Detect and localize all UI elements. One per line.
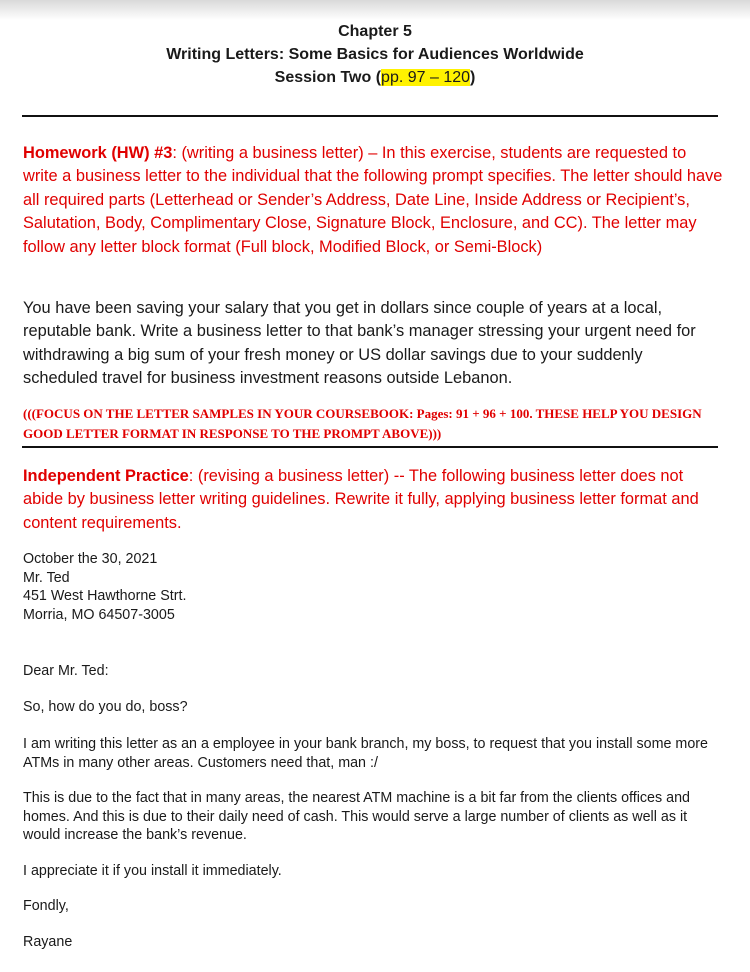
homework-text: : (writing a business letter) – In this exercise, students are requested to write a business letter to the individual that the following prompt specifies. The letter should have all required parts (Letterhead or Sender’s Address, Date Line, Inside Address or Recipient’s, Salutation, Body, Complimentary Close, Signature Block, Enclosure, and CC). The letter may follow any letter block format (Full block, Modified Block, or Semi-Block) — [23, 144, 723, 256]
letter-complimentary-close: Fondly, — [23, 898, 69, 914]
recipient-city: Morria, MO 64507-3005 — [23, 606, 175, 623]
session-label: Session Two ( — [274, 69, 382, 86]
focus-note: (((FOCUS ON THE LETTER SAMPLES IN YOUR COURSEBOOK: Pages: 91 + 96 + 100. THESE HELP YOU DESIGN GOOD LETTER FORMAT IN RESPONSE TO THE PROMPT ABOVE))) — [23, 406, 702, 441]
letter-body-1: I am writing this letter as an a employee in your bank branch, my boss, to request that you install some more ATMs in many other areas. Customers need that, man :/ — [23, 736, 708, 771]
divider-top — [22, 115, 718, 117]
chapter-heading: Chapter 5 — [338, 23, 412, 40]
page-range-highlight: pp. 97 – 120 — [381, 69, 471, 86]
letter-opening: So, how do you do, boss? — [23, 699, 188, 715]
practice-label: Independent Practice — [23, 467, 189, 485]
recipient-name: Mr. Ted — [23, 569, 70, 586]
letter-body-2: This is due to the fact that in many areas, the nearest ATM machine is a bit far from the clients offices and homes. And this is due to their daily need of cash. This would serve a large number of clients as well as it would increase the bank’s revenue. — [23, 790, 690, 843]
prompt-paragraph: You have been saving your salary that you get in dollars since couple of years at a local, reputable bank. Write a business letter to that bank’s manager stressing your urgent need for withdrawing a big sum of your fresh money or US dollar savings due to your suddenly scheduled travel for business investment reasons outside Lebanon. — [23, 299, 696, 388]
homework-label: Homework (HW) #3 — [23, 144, 173, 162]
letter-signature: Rayane — [23, 934, 73, 950]
recipient-street: 451 West Hawthorne Strt. — [23, 588, 187, 604]
page-top-shadow — [0, 0, 750, 20]
divider-middle — [22, 446, 718, 448]
chapter-title: Writing Letters: Some Basics for Audiences Worldwide — [166, 46, 584, 63]
practice-paragraph — [23, 465, 723, 535]
document-header — [0, 20, 750, 89]
letter-date: October the 30, 2021 — [23, 551, 158, 567]
homework-paragraph — [23, 142, 723, 259]
practice-text: : (revising a business letter) -- The following business letter does not abide by business letter writing guidelines. Rewrite it fully, applying business letter format and content requirements. — [23, 467, 699, 532]
session-line — [0, 66, 750, 89]
letter-address-block — [23, 550, 186, 624]
letter-closing-line: I appreciate it if you install it immediately. — [23, 863, 282, 879]
letter-salutation: Dear Mr. Ted: — [23, 663, 109, 679]
session-close: ) — [470, 69, 476, 86]
